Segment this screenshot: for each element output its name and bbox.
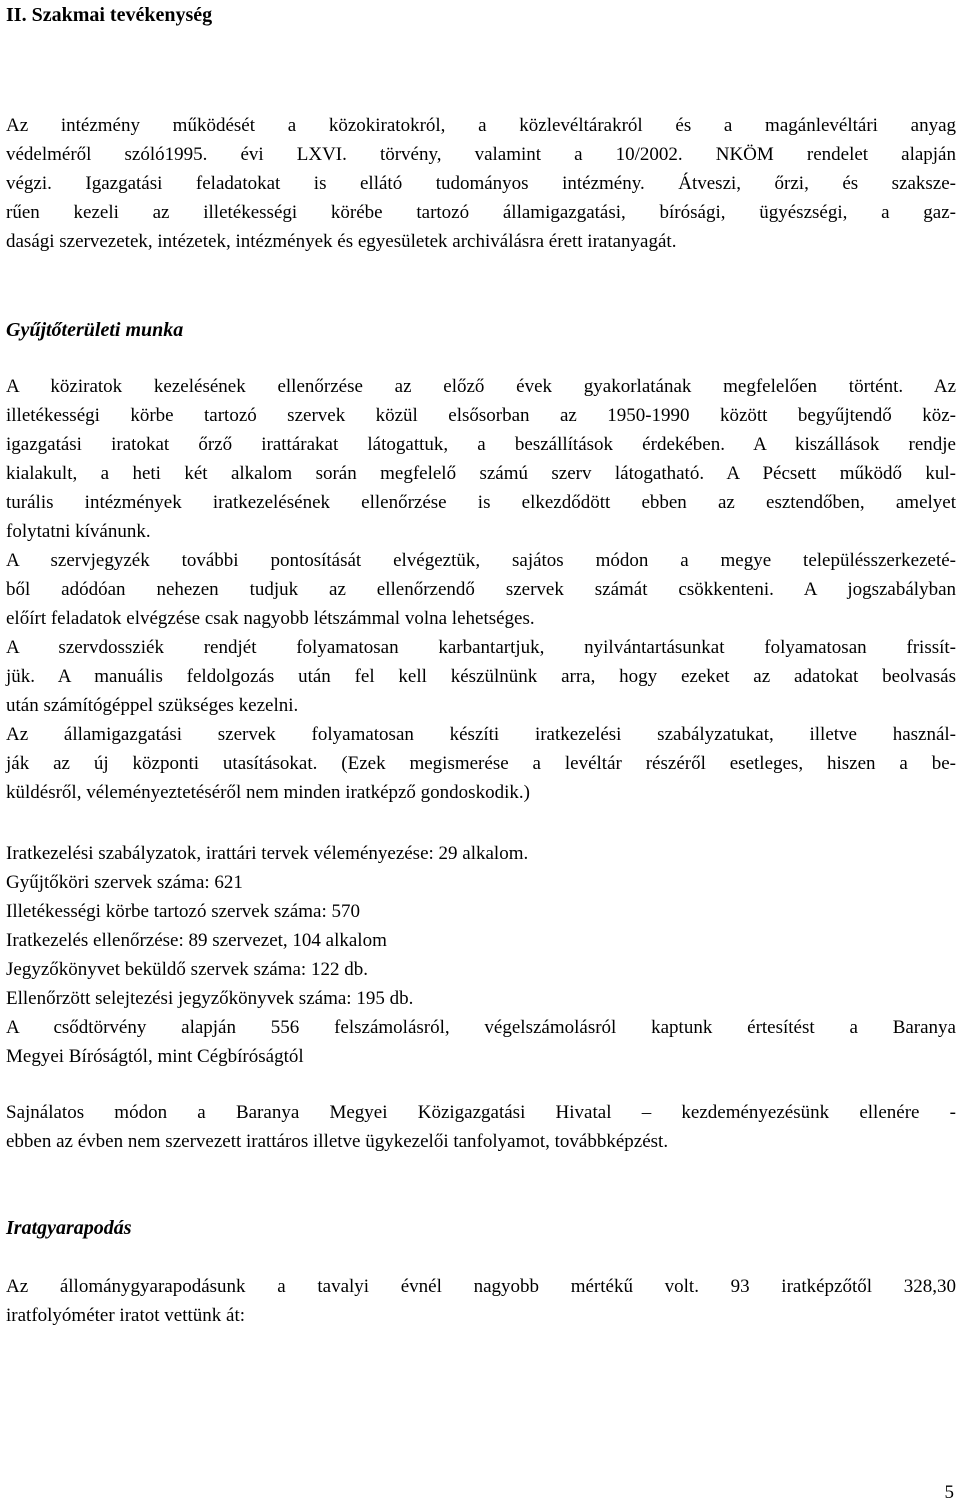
section-title: II. Szakmai tevékenység <box>6 4 213 26</box>
subsection-body-gyujtoteruleti <box>6 372 956 807</box>
text-line: dasági szervezetek, intézetek, intézmények és egyesületek archiválásra érett iratanyagát. <box>6 231 677 252</box>
text-line: Sajnálatos módon a Baranya Megyei Közigazgatási Hivatal – kezdeményezésünk ellenére - <box>6 1102 956 1123</box>
subsection-title-iratgyarapodas: Iratgyarapodás <box>6 1217 132 1239</box>
stat-line: A csődtörvény alapján 556 felszámolásról, végelszámolásról kaptunk értesítést a Baranya <box>6 1017 956 1038</box>
stat-line: Gyűjtőköri szervek száma: 621 <box>6 872 243 893</box>
text-line: igazgatási iratokat őrző irattárakat látogattuk, a beszállítások érdekében. A kiszállások rendje <box>6 434 956 455</box>
text-line: kialakult, a heti két alkalom során megfelelő számú szerv látogatható. A Pécsett működő kul- <box>6 463 956 484</box>
text-line: ják az új központi utasításokat. (Ezek megismerése a levéltár részéről esetleges, hiszen a be- <box>6 753 956 774</box>
training-note-paragraph <box>6 1098 956 1156</box>
stat-line: Jegyzőkönyvet beküldő szervek száma: 122 db. <box>6 959 368 980</box>
intro-paragraph <box>6 111 956 256</box>
text-line: folytatni kívánunk. <box>6 521 151 542</box>
text-line: ből adódóan nehezen tudjuk az ellenőrzendő szervek számát csökkenteni. A jogszabályban <box>6 579 956 600</box>
stat-line: Illetékességi körbe tartozó szervek száma: 570 <box>6 901 360 922</box>
text-line: ebben az évben nem szervezett irattáros illetve ügykezelői tanfolyamot, továbbképzést. <box>6 1131 669 1152</box>
text-line: rűen kezeli az illetékességi körébe tartozó államigazgatási, bírósági, ügyészségi, a gaz- <box>6 202 956 223</box>
text-line: küldésről, véleményeztetéséről nem minden iratképző gondoskodik.) <box>6 782 530 803</box>
text-line: Az intézmény működését a közokiratokról, a közlevéltárakról és a magánlevéltári anyag <box>6 115 956 136</box>
stat-line: Iratkezelési szabályzatok, irattári tervek véleményezése: 29 alkalom. <box>6 843 529 864</box>
text-line: védelméről szóló1995. évi LXVI. törvény, valamint a 10/2002. NKÖM rendelet alapján <box>6 144 956 165</box>
text-line: jük. A manuális feldolgozás után fel kell készülnünk arra, hogy ezeket az adatokat beolvasás <box>6 666 956 687</box>
text-line: Az államigazgatási szervek folyamatosan készíti iratkezelési szabályzatukat, illetve használ- <box>6 724 956 745</box>
text-line: után számítógéppel szükséges kezelni. <box>6 695 299 716</box>
stat-line: Iratkezelés ellenőrzése: 89 szervezet, 104 alkalom <box>6 930 387 951</box>
subsection-title-gyujtoteruleti: Gyűjtőterületi munka <box>6 319 184 341</box>
text-line: végzi. Igazgatási feladatokat is ellátó tudományos intézmény. Átveszi, őrzi, és szaksze- <box>6 173 956 194</box>
stat-line: Ellenőrzött selejtezési jegyzőkönyvek száma: 195 db. <box>6 988 414 1009</box>
text-line: A szervjegyzék további pontosítását elvégeztük, sajátos módon a megye településszerkezeté- <box>6 550 956 571</box>
text-line: Az állománygyarapodásunk a tavalyi évnél nagyobb mértékű volt. 93 iratképzőtől 328,30 <box>6 1276 956 1297</box>
text-line: iratfolyóméter iratot vettünk át: <box>6 1305 246 1326</box>
text-line: turális intézmények iratkezelésének ellenőrzése is elkezdődött ebben az esztendőben, amelyet <box>6 492 956 513</box>
text-line: illetékességi körbe tartozó szervek közül elsősorban az 1950-1990 között begyűjtendő köz- <box>6 405 956 426</box>
subsection-body-iratgyarapodas <box>6 1272 956 1330</box>
text-line: A szervdossziék rendjét folyamatosan karbantartjuk, nyilvántartásunkat folyamatosan frissít- <box>6 637 956 658</box>
text-line: előírt feladatok elvégzése csak nagyobb létszámmal volna lehetséges. <box>6 608 535 629</box>
text-line: A köziratok kezelésének ellenőrzése az előző évek gyakorlatának megfelelően történt. Az <box>6 376 956 397</box>
statistics-list <box>6 839 956 1071</box>
page-number: 5 <box>944 1482 954 1503</box>
stat-line: Megyei Bíróságtól, mint Cégbíróságtól <box>6 1046 304 1067</box>
